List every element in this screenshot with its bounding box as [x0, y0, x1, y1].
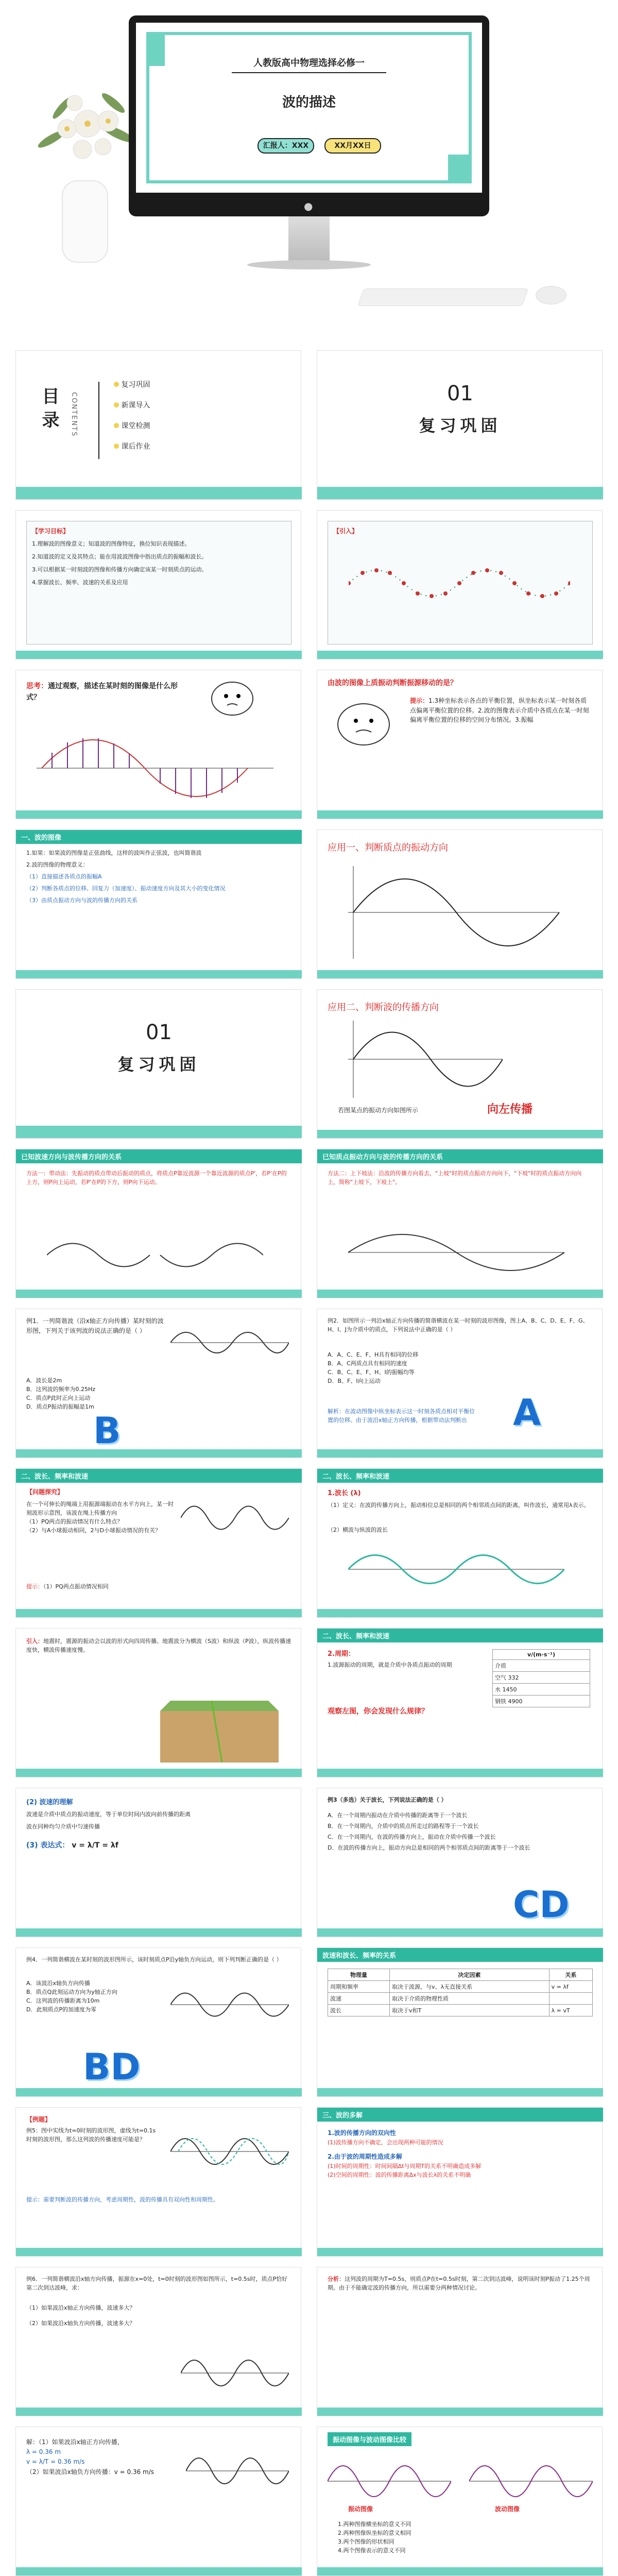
table-cell: λ = vT [549, 2005, 592, 2016]
goals-header: 【学习目标】 [32, 528, 70, 535]
bottom-bar [317, 487, 603, 499]
judge-hint: 提示：1.3种坐标表示各点的平衡位置，纵坐标表示某一时刻各质点偏离平衡位置的位移。2.波的图像表示介质中各质点在某一时刻偏离平衡位置的位移的空间分布情况。3.振幅 [410, 697, 589, 724]
slide-app1 [317, 829, 603, 979]
bottom-bar [317, 1449, 603, 1458]
cartoon-icon [328, 696, 400, 753]
speed-table [492, 1649, 590, 1707]
slide-ex2 [317, 1309, 603, 1458]
text-line: 在一个可伸长的绳端上用振源端振动在水平方向上，某一时刻波形示意图，该波在绳上传播方向 [26, 1501, 174, 1517]
option[interactable]: D．质点P振动的振幅是1m [26, 1403, 94, 1411]
text-line: 2.两种图像纵坐标的意义相同 [338, 2530, 411, 2537]
bottom-bar [317, 2088, 603, 2096]
slide-goals [15, 510, 301, 659]
slide-toc [15, 350, 301, 500]
table-cell: 取决于波源，与v、λ无直接关系 [390, 1981, 550, 1993]
question-answer: 提示：（1）PQ两点振动情况相同 [26, 1583, 109, 1590]
slide-judge [317, 670, 603, 819]
bottom-bar [317, 970, 603, 978]
vase [62, 180, 108, 263]
slide-section-1b [15, 989, 301, 1139]
bottom-bar [317, 1769, 603, 1777]
student-text: 引入：地震时，震源的振动会以波的形式向四周传播。地震波分为横波（S波）和纵波（P波），纵波传播速度快，横波传播速度慢。 [26, 1638, 291, 1654]
slide-intro [317, 510, 603, 659]
answer-letter: B [93, 1410, 121, 1452]
option[interactable]: A．在一个周期内振动在介质中传播的距离等于一个波长 [328, 1812, 468, 1819]
speed-line: 波速是介质中质点的振动速度，等于单位时间内波向前传播的距离 [26, 1811, 191, 1818]
slide-method2 [317, 1149, 603, 1298]
slide-solution [15, 2427, 301, 2576]
text-line: (2)空间的周期性：波的传播距离Δx与波长λ的关系不明确 [328, 2172, 471, 2179]
rope-wave-diagram [181, 1495, 289, 1541]
think-text: 思考：通过观察，描述在某时刻的图像是什么形式？ [26, 682, 178, 702]
option[interactable]: D．B、F、I向上运动 [328, 1378, 381, 1385]
judge-title: 由波的图像上质振动判断振源移动的是？ [328, 679, 457, 687]
two-wave-diagram [170, 2123, 289, 2180]
slide-compare [317, 2427, 603, 2576]
wave-diagram [170, 1979, 289, 2030]
slide-ex4 [15, 1947, 301, 2097]
app2-answer: 向左传播 [487, 1103, 533, 1116]
period-text: 1.波源振动的周期，就是介质中各质点振动的周期 [328, 1662, 452, 1668]
ex4-options [26, 1979, 160, 2014]
compare-right-label: 波动图像 [495, 2505, 520, 2513]
goal-line: 3.可以根据某一时刻波的图像和传播方向确定该某一时刻质点的运动。 [32, 566, 208, 573]
option[interactable]: B．A、C两质点具有相同的速度 [328, 1360, 407, 1367]
slide-ex6 [15, 2267, 301, 2416]
wave-image-list [26, 849, 291, 905]
slide-ex5 [15, 2107, 301, 2257]
bottom-bar [16, 1928, 302, 1937]
option[interactable]: C．在一个周期内，在波的传播方向上，振动在介质中传播一个波长 [328, 1834, 496, 1841]
bottom-bar [16, 1769, 302, 1777]
wavelength-label: 1.波长 (λ) [328, 1489, 361, 1497]
section-header: 二、波长、频率和波速 [317, 1469, 603, 1483]
slide-think [15, 670, 301, 819]
text-line: （2）判断各质点的位移、回复力（加速度）、振动速度方向及其大小的变化情况 [26, 885, 226, 892]
ex1-text: 例1．一列简谐波（沿x轴正方向传播）某时刻的波形图，下列关于该列波的说法正确的是（ ） [26, 1317, 164, 1335]
ex5-text: 例5：图中实线为t=0时刻的波形图，虚线为t=0.1s时刻的波形图，那么这列波的传播速度可能是？ [26, 2127, 156, 2143]
wave-dots-diagram [349, 557, 570, 609]
ex3-options [328, 1811, 593, 1852]
ex5-note: 提示：需要判断波的传播方向，考虑周期性，波的传播具有双向性和周期性。 [26, 2196, 219, 2203]
option[interactable]: A．该波沿x轴负方向传播 [26, 1980, 91, 1987]
slide-question [15, 1468, 301, 1618]
text-line: （3）由质点振动方向与波的传播方向的关系 [26, 897, 138, 904]
ex6-q: （1）如果波沿x轴正方向传播，波速多大？ [26, 2304, 135, 2311]
flower-vase-icon [31, 77, 144, 191]
bottom-bar [16, 810, 302, 819]
answer-letter: BD [83, 2046, 141, 2088]
slide-student [15, 1628, 301, 1777]
text-line: v = λ/T = 0.36 m/s [26, 2458, 85, 2466]
section-number: 01 [146, 1021, 172, 1044]
option[interactable]: A．A、C、E、F、H具有相同的位移 [328, 1351, 419, 1358]
table-cell: 波长 [328, 2005, 390, 2016]
corner-decoration [448, 155, 469, 180]
toc-item[interactable]: 课堂检测 [114, 420, 150, 441]
option[interactable]: D．此刻质点P的加速度为零 [26, 2006, 97, 2013]
answer-letter: A [513, 1392, 541, 1434]
wave-graph [469, 2453, 593, 2510]
ex4-text: 例4．一列简谐横波在某时刻的波形图所示，该时刻质点P沿y轴负方向运动，则下列判断正确的是（ ） [26, 1956, 282, 1963]
speed-line: 波在同种均匀介质中匀速传播 [26, 1823, 100, 1830]
slide-ex1 [15, 1309, 301, 1458]
slide-method1 [15, 1149, 301, 1298]
bottom-bar [16, 2088, 302, 2096]
toc-title-en: CONTENTS [70, 392, 78, 437]
text-line: 1.如果：如果波的图像是正弦曲线，这样的波叫作正弦波，也叫简谐波 [26, 850, 202, 856]
app1-title: 应用一、判断质点的振动方向 [328, 842, 448, 853]
table-header: 决定因素 [390, 1969, 550, 1981]
mouse [536, 286, 566, 304]
slide-wave-image [15, 829, 301, 979]
table-cell: v = λf [549, 1981, 592, 1993]
wave-small-diagrams [47, 1232, 263, 1278]
sine-wave-diagram [348, 866, 564, 959]
wave-diagram [170, 1319, 289, 1366]
question-label: 【问题探究】 [26, 1488, 64, 1496]
bottom-bar [317, 1290, 603, 1298]
slide-section-1 [317, 350, 603, 500]
bottom-bar [317, 1130, 603, 1138]
ex1-options [26, 1376, 181, 1411]
section-header: 二、波长、频率和波速 [16, 1469, 302, 1483]
text-line: 3.两个图像的形状相同 [338, 2538, 394, 2546]
solution-lines [26, 2437, 181, 2477]
table-header: v/(m·s⁻¹) [493, 1650, 590, 1660]
goal-line: 1.理解波的图像意义；知道波的图像特征，换位知识表现描述。 [32, 540, 191, 547]
bullet-icon [114, 444, 119, 449]
section-header: 已知质点振动方向与波的传播方向的关系 [317, 1149, 603, 1163]
slide-app2 [317, 989, 603, 1139]
goal-line: 4.掌握波长、频率、波速的关系及应用 [32, 579, 128, 586]
method1-text: 方法一：带动法：先振动的质点带动后振动的质点，将质点P靠近波源一个靠近波源的质点P'，若P'在P的上方，则P向上运动，若P'在P的下方，则P向下运动。 [26, 1170, 287, 1186]
table-cell: 取决于v和T [390, 2005, 550, 2016]
sine-wave-diagram [348, 1021, 503, 1098]
text-line: 1.两种图像横坐标的意义不同 [338, 2521, 411, 2528]
doubt-list [328, 2128, 593, 2180]
hero-section [0, 0, 618, 330]
ex6sol-text: 分析：这列波的周期为T=0.5s，则质点P在t=0.5s时刻，第二次到达波峰，说明该时刻P振动了1.25个周期。由于不能确定波的传播方向，所以需要分两种情况讨论。 [328, 2276, 590, 2292]
table-cell: 钢铁 4900 [493, 1696, 590, 1707]
text-line: (1)波传播方向不确定，会出现两种可能的情况 [328, 2139, 443, 2146]
app2-caption: 若图某点的振动方向如图所示 [338, 1107, 419, 1114]
slide-doubt [317, 2107, 603, 2257]
toc-list [114, 379, 150, 462]
section-number: 01 [447, 382, 473, 405]
cover-card [146, 32, 472, 183]
option[interactable]: B．这列波的频率为0.25Hz [26, 1386, 96, 1393]
vibration-graph [328, 2453, 451, 2510]
table-cell: 介质 [493, 1660, 590, 1672]
sine-wave-diagram [37, 727, 273, 809]
question-lines [26, 1500, 176, 1535]
goals-box [26, 521, 291, 645]
bullet-icon [114, 423, 119, 428]
cover-title: 人教版高中物理选择必修一 [253, 58, 365, 69]
bottom-bar [16, 1126, 302, 1138]
text-line: 4.两个图像表示的意义不同 [338, 2547, 406, 2554]
section-header: 二、波长、频率和波速 [317, 1629, 603, 1642]
table-header: 关系 [549, 1969, 592, 1981]
bottom-bar [317, 2408, 603, 2416]
toc-item[interactable]: 新课导入 [114, 400, 150, 420]
ex2-options [328, 1350, 477, 1385]
bottom-bar [317, 651, 603, 659]
earthquake-diagram [150, 1690, 289, 1768]
compare-lines [338, 2520, 585, 2555]
wave-diagram [181, 2345, 289, 2401]
table-cell [549, 1993, 592, 2005]
cartoon-icon [201, 675, 263, 722]
cover-subtitle: 波的描述 [282, 95, 336, 110]
text-line: （2）如果波沿x轴负方向传播：v = 0.36 m/s [26, 2468, 154, 2476]
wave-diagram [186, 2443, 289, 2499]
text-line: （1）PQ两点的振动情况有什么特点？ [26, 1518, 123, 1526]
table-cell: 周期和频率 [328, 1981, 390, 1993]
reporter-badge: 汇报人：XXX [258, 138, 314, 154]
answer-letter: CD [513, 1884, 570, 1926]
section-header: 已知波速方向与波传播方向的关系 [16, 1149, 302, 1163]
bottom-bar [317, 1609, 603, 1617]
bottom-bar [317, 2567, 603, 2575]
option[interactable]: B．在一个周期内，介质中的质点所走过的路程等于一个波长 [328, 1823, 479, 1830]
slide-wavelength [317, 1468, 603, 1618]
option[interactable]: C．这列波的传播距离为10m [26, 1997, 100, 2005]
text-line: (1)时间的周期性：时间间隔Δt与周期T的关系不明确造成多解 [328, 2163, 482, 2170]
date-badge: XX月XX日 [324, 138, 381, 154]
goal-line: 2.知道波的定义及其特点；能在用波波图像中指出质点的振幅和波长。 [32, 553, 208, 561]
option[interactable]: D．在波的传播方向上，振动方向总是相同的两个相邻质点间的距离等于一个波长 [328, 1844, 530, 1852]
toc-title: 目录 [39, 387, 59, 434]
bottom-bar [16, 487, 302, 499]
ex2-text: 例2．如图所示一列沿x轴正方向传播的简谐横波在某一时刻的波形图像，图上A、B、C、D、E、F、G、H、I、J为介质中的质点，下列说法中正确的是（ ） [328, 1317, 589, 1333]
table-cell: 水 1450 [493, 1684, 590, 1696]
bottom-bar [317, 2248, 603, 2256]
speed-title: (2) 波速的理解 [26, 1799, 73, 1806]
monitor-screen [136, 23, 482, 193]
period-label: 2.周期： [328, 1650, 355, 1658]
divider [98, 382, 99, 459]
option[interactable]: A．波长是2m [26, 1377, 62, 1384]
option[interactable]: B．质点Q此刻运动方向为y轴正方向 [26, 1989, 117, 1996]
bottom-bar [16, 2248, 302, 2256]
wavelength-diagram [348, 1541, 564, 1598]
bullet-icon [114, 402, 119, 408]
intro-header: 【引入】 [333, 528, 358, 535]
compare-title: 振动图像与波动图像比较 [328, 2432, 411, 2446]
option[interactable]: C．质点P此时正向上运动 [26, 1395, 91, 1402]
bottom-bar [16, 1290, 302, 1298]
toc-item[interactable]: 复习巩固 [114, 379, 150, 400]
option[interactable]: C．B、C、E、F、H、I的振幅均等 [328, 1369, 415, 1376]
method2-text: 方法二：上下坡法：沿波的传播方向看去，"上坡"时的质点振动方向向下，"下坡"时的质点振动方向向上，简称"上坡下，下坡上"。 [328, 1170, 582, 1186]
slide-ex3 [317, 1788, 603, 1937]
app2-title: 应用二、判断波的传播方向 [328, 1002, 439, 1013]
table-cell: 空气 332 [493, 1672, 590, 1684]
bottom-bar [16, 2567, 302, 2575]
compare-left-label: 振动图像 [348, 2505, 373, 2513]
bottom-bar [16, 651, 302, 659]
text-line: （1）直接描述各质点的振幅A [26, 873, 102, 880]
speed-formula: (3) 表达式： v = λ/T = λf [26, 1841, 118, 1850]
wavelength-def2: （2）横波与纵波的波长 [328, 1527, 388, 1533]
bullet-icon [114, 382, 119, 387]
bottom-bar [16, 1449, 302, 1458]
section-header: 一、波的图像 [16, 830, 302, 844]
summary-table [328, 1969, 593, 2016]
text-line: λ = 0.36 m [26, 2448, 61, 2456]
apple-logo-icon: ● [304, 200, 313, 212]
ex6-q: （2）如果波沿x轴负方向传播，波速多大？ [26, 2320, 135, 2327]
monitor-base [247, 260, 371, 269]
bottom-bar [16, 1609, 302, 1617]
text-line: （2）与A小球振动相同，2与D小球振动情况的有关？ [26, 1527, 161, 1534]
bottom-bar [16, 2408, 302, 2416]
ex5-label: 【例题】 [26, 2116, 52, 2123]
slide-speed [15, 1788, 301, 1937]
text-line: 解：（1）如果波沿x轴正方向传播， [26, 2438, 124, 2446]
table-cell: 波速 [328, 1993, 390, 2005]
text-line: 2.由于波的周期性造成多解 [328, 2153, 402, 2161]
section-header: 波速和波长、频率的关系 [317, 1948, 603, 1962]
ex2-note: 解析：在波动图像中纵坐标表示这一时刻各质点相对平衡位置的位移。由于波沿x轴正方向传播，根据带动法判断出 [328, 1408, 475, 1424]
section-header: 三、波的多解 [317, 2108, 603, 2122]
period-question: 观察左图，你会发现什么规律？ [328, 1707, 428, 1716]
wavelength-def: （1）定义：在波的传播方向上，振动相位总是相同的两个相邻质点间的距离，叫作波长，通常用λ表示。 [328, 1502, 590, 1509]
text-line: 2.波的图像的物理意义： [26, 861, 89, 869]
keyboard [357, 289, 528, 306]
ex3-text: 例3（多选）关于波长，下列说法正确的是（ ） [328, 1797, 447, 1803]
toc-item[interactable]: 课后作业 [114, 441, 150, 462]
bottom-bar [317, 810, 603, 819]
intro-box [328, 521, 593, 645]
table-header: 物理量 [328, 1969, 390, 1981]
section-title: 复习巩固 [419, 416, 502, 435]
section-title: 复习巩固 [117, 1055, 200, 1074]
ex6-text: 例6．一列简谐横波沿x轴方向传播，振源在x=0处，t=0时刻的波形图如图所示，t=0.5s时，质点P恰好第二次到达波峰，求： [26, 2276, 288, 2292]
wave-slope-diagram [348, 1227, 564, 1278]
slide-period [317, 1628, 603, 1777]
bottom-bar [317, 1928, 603, 1937]
table-cell: 取决于介质的物理性质 [390, 1993, 550, 2005]
slide-summary [317, 1947, 603, 2097]
monitor-stand [288, 216, 330, 263]
divider [232, 72, 386, 73]
bottom-bar [16, 970, 302, 978]
slide-ex6-sol [317, 2267, 603, 2416]
text-line: 1.波的传播方向的双向性 [328, 2129, 396, 2137]
